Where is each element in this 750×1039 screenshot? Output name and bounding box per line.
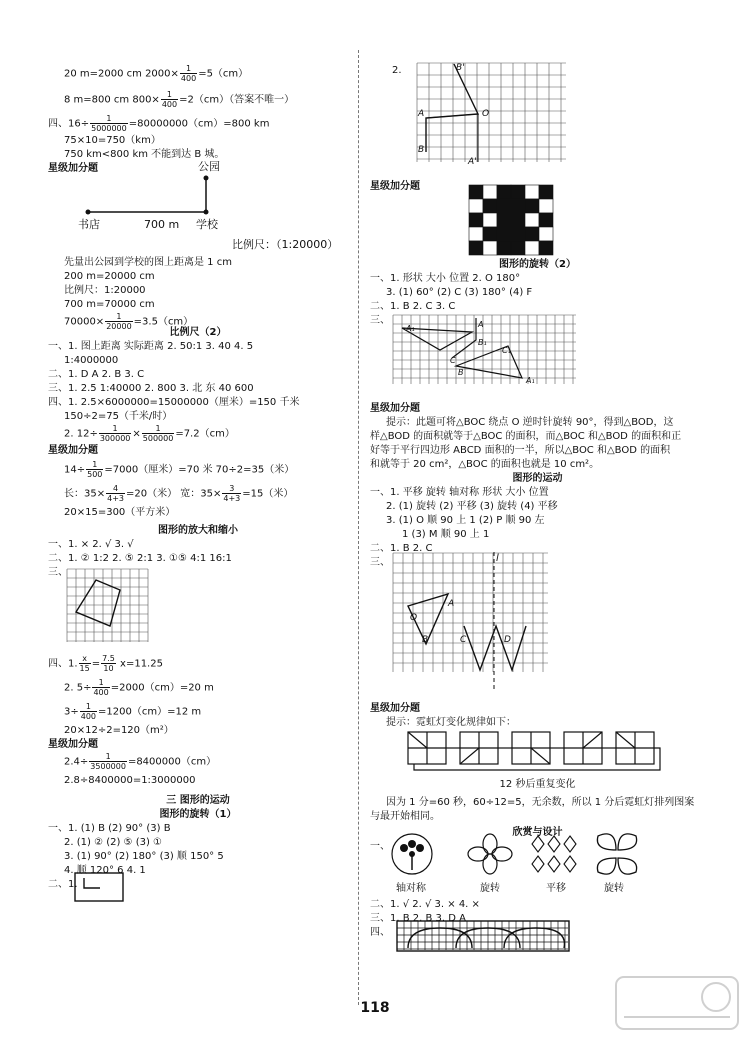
map-label-school: 学校 <box>196 218 218 231</box>
grid-figure-enlarge <box>66 568 152 646</box>
line: 一、1. 图上距离 实际距离 2. 50:1 3. 40 4. 5 <box>48 341 254 352</box>
fraction: $\frac{1}{500}$ <box>87 460 103 479</box>
arch-border-figure <box>396 920 572 954</box>
line: 20 m=2000 cm 2000× $\frac{1}{400}$ =5（cm） <box>64 64 249 83</box>
line: 1:4000000 <box>64 355 119 366</box>
fraction: $\frac{4}{4+3}$ <box>107 484 124 503</box>
fraction: $\frac{7.5}{10}$ <box>102 654 115 673</box>
scale-label: 比例尺：（1:20000） <box>232 238 339 251</box>
section-heading: 图形的运动 <box>512 473 563 484</box>
axis-label: l <box>496 553 499 564</box>
line: 四、16÷ $\frac{1}{5000000}$ =80000000（cm）=800 km <box>48 114 270 133</box>
figure-caption: 平移 <box>546 883 566 894</box>
pattern-figure <box>468 184 554 256</box>
point-label: A <box>478 320 484 329</box>
neon-sequence-figure <box>406 728 668 772</box>
line: 二、1. ② 1:2 2. ⑤ 2:1 3. ①⑤ 4:1 16:1 <box>48 553 232 564</box>
line: 三、1. 2.5 1:40000 2. 800 3. 北 东 40 600 <box>48 383 254 394</box>
fraction: $\frac{3}{4+3}$ <box>223 484 241 503</box>
fraction: $\frac{1}{400}$ <box>161 90 178 109</box>
point-label: A₁ <box>526 376 535 385</box>
point-label: B₁ <box>478 338 487 347</box>
line: 长：35× $\frac{4}{4+3}$ =20（米） 宽：35× $\frac{3}{4+3}$ =15（米） <box>64 484 294 503</box>
line: 比例尺：1:20000 <box>64 285 146 296</box>
line: 200 m=20000 cm <box>64 271 155 282</box>
line: 一、 <box>370 841 390 852</box>
section-heading: 图形的旋转（2） <box>499 259 576 270</box>
line: 3. (1) 60° (2) C (3) 180° (4) F <box>386 287 533 298</box>
section-heading: 比例尺（2） <box>169 327 227 338</box>
line: 二、1. B 2. C <box>370 543 433 554</box>
point-label: C <box>450 356 456 365</box>
line: 一、1. 形状 大小 位置 2. O 180° <box>370 273 521 284</box>
fraction: $\frac{1}{500000}$ <box>142 424 174 443</box>
point-label: O <box>482 109 490 119</box>
line: 20×12÷2=120（m²） <box>64 725 174 736</box>
line: 一、1. × 2. √ 3. √ <box>48 539 134 550</box>
line: 好等于平行四边形 ABCD 面积的一半，所以△BOC 和△BOD 的面积 <box>370 445 671 456</box>
figure-caption: 旋转 <box>480 883 500 894</box>
line: 2. (1) ② (2) ⑤ (3) ① <box>64 837 163 848</box>
grid-figure-rotation-2 <box>392 314 580 388</box>
line: 提示：此题可将△BOC 绕点 O 逆时针旋转 90°，得到△BOD，这 <box>386 417 674 428</box>
point-label: B' <box>456 63 465 73</box>
line: 14÷ $\frac{1}{500}$ =7000（厘米）=70 米 70÷2=35（米） <box>64 460 295 479</box>
fraction: $\frac{1}{400}$ <box>93 678 109 697</box>
fraction: $\frac{1}{400}$ <box>180 64 197 83</box>
map-label-park: 公园 <box>198 160 220 173</box>
line: 四、 <box>370 927 390 938</box>
line: 3÷ $\frac{1}{400}$ =1200（cm）=12 m <box>64 702 202 721</box>
line: 8 m=800 cm 800× $\frac{1}{400}$ =2（cm）（答案不唯一） <box>64 90 295 109</box>
line: 三、 <box>48 567 68 578</box>
point-label: O <box>410 613 418 623</box>
line: 150÷2=75（千米/时） <box>64 411 173 422</box>
line: 700 m=70000 cm <box>64 299 155 310</box>
figure-caption: 轴对称 <box>396 883 426 894</box>
line: 3. (1) O 顺 90 上 1 (2) P 顺 90 左 <box>386 515 545 526</box>
flower-figure-axial <box>384 832 446 878</box>
line: 二、1. √ 2. √ 3. × 4. × <box>370 899 480 910</box>
point-label: A <box>418 109 425 119</box>
line: 二、1. D A 2. B 3. C <box>48 369 145 380</box>
section-label: 星级加分题 <box>48 163 98 174</box>
watermark-logo <box>612 973 742 1033</box>
fraction: $\frac{1}{20000}$ <box>106 312 132 331</box>
section-label: 星级加分题 <box>370 403 420 414</box>
point-label: D <box>504 635 511 645</box>
map-label-shop: 书店 <box>78 218 100 231</box>
figure-caption: 旋转 <box>604 883 624 894</box>
section-label: 星级加分题 <box>370 181 420 192</box>
section-heading: 欣赏与设计 <box>512 827 563 838</box>
line: 提示：霓虹灯变化规律如下： <box>386 717 516 728</box>
point-label: A₁ <box>406 324 415 333</box>
line: 四、1. 2.5×6000000=15000000（厘米）=150 千米 <box>48 397 300 408</box>
section-label: 星级加分题 <box>48 445 98 456</box>
line: 二、1. <box>48 879 78 890</box>
question-number: 2. <box>392 65 402 76</box>
point-label: A <box>448 599 455 609</box>
line: 一、1. 平移 旋转 轴对称 形状 大小 位置 <box>370 487 549 498</box>
line: 2.4÷ $\frac{1}{3500000}$ =8400000（cm） <box>64 752 217 771</box>
point-label: B <box>458 368 464 377</box>
point-label: B <box>422 635 429 645</box>
map-label-distance: 700 m <box>144 218 180 231</box>
fraction: $\frac{x}{15}$ <box>79 654 90 673</box>
section-label: 星级加分题 <box>48 739 98 750</box>
cycle-note: 12 秒后重复变化 <box>499 779 576 790</box>
line: 3. (1) 90° (2) 180° (3) 顺 150° 5 <box>64 851 224 862</box>
line: 750 km<800 km 不能到达 B 城。 <box>64 149 225 160</box>
line: 先量出公园到学校的图上距离是 1 cm <box>64 257 232 268</box>
pattern-figure-rotation <box>592 830 642 878</box>
line: 一、1. (1) B (2) 90° (3) B <box>48 823 171 834</box>
line: 75×10=750（km） <box>64 135 161 146</box>
line: 与最开始相同。 <box>370 811 440 822</box>
line: 2. (1) 旋转 (2) 平移 (3) 旋转 (4) 平移 <box>386 501 558 512</box>
line: 和就等于 20 cm²，△BOC 的面积也就是 10 cm²。 <box>370 459 600 470</box>
fraction: $\frac{1}{300000}$ <box>99 424 131 443</box>
section-heading: 图形的旋转（1） <box>159 809 237 820</box>
line: 2. 12÷ $\frac{1}{300000}$ × $\frac{1}{500000}$ =7.2（cm） <box>64 424 235 443</box>
line: 4. 顺 120° 6 4. 1 <box>64 865 146 876</box>
section-heading: 图形的放大和缩小 <box>158 525 238 536</box>
line: 1 (3) M 顺 90 上 1 <box>402 529 490 540</box>
line: 20×15=300（平方米） <box>64 507 176 518</box>
fraction: $\frac{1}{5000000}$ <box>91 114 127 133</box>
line: 70000× $\frac{1}{20000}$ =3.5（cm） <box>64 312 194 331</box>
fraction: $\frac{1}{400}$ <box>80 702 97 721</box>
line: 二、1. B 2. C 3. C <box>370 301 456 312</box>
diamond-figure-translation <box>528 832 584 878</box>
line: 样△BOD 的面积就等于△BOC 的面积，而△BOC 和△BOD 的面积和正 <box>370 431 682 442</box>
page-number: 118 <box>360 1000 390 1016</box>
unit-heading: 三 图形的运动 <box>166 795 230 806</box>
line: 四、1. $\frac{x}{15}$ = $\frac{7.5}{10}$ x=11.25 <box>48 654 163 673</box>
grid-figure-rotation-1 <box>416 62 568 164</box>
point-label: B <box>418 145 425 155</box>
line: 2.8÷8400000=1:3000000 <box>64 775 196 786</box>
line: 因为 1 分=60 秒，60÷12=5，无余数，所以 1 分后霓虹灯排列图案 <box>386 797 695 808</box>
point-label: A' <box>468 157 477 167</box>
line: 三、 <box>370 315 390 326</box>
line: 三、1. B 2. B 3. D A <box>370 913 466 924</box>
line: 三、 <box>370 557 390 568</box>
section-label: 星级加分题 <box>370 703 420 714</box>
rotation-answer-figure <box>74 872 126 904</box>
column-divider <box>358 50 359 1005</box>
flower-figure-rotation <box>464 832 516 878</box>
point-label: C₁ <box>502 346 511 355</box>
fraction: $\frac{1}{3500000}$ <box>90 752 126 771</box>
line: 2. 5÷ $\frac{1}{400}$ =2000（cm）=20 m <box>64 678 214 697</box>
point-label: C <box>460 635 467 645</box>
